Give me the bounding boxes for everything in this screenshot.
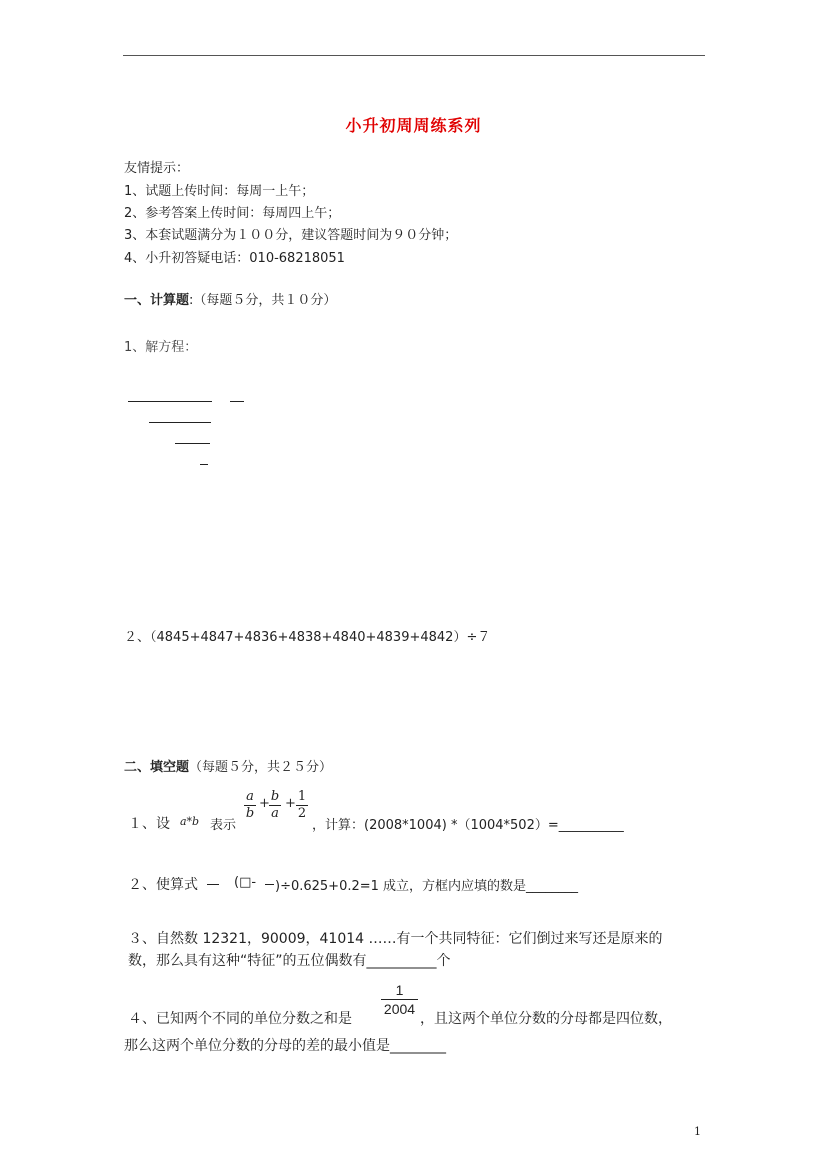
fill-q4-line-2: 那么这两个单位分数的分母的差的最小值是________ — [124, 1038, 446, 1054]
fill-q1-fraction-3-num: 1 — [297, 789, 307, 804]
tip-3: 3、本套试题满分为１００分，建议答题时间为９０分钟； — [124, 228, 458, 243]
fill-q1-fraction-3-den: 2 — [297, 806, 307, 821]
tip-2: 2、参考答案上传时间：每周四上午； — [124, 206, 341, 221]
section2-heading — [124, 756, 332, 775]
tip-1: 1、试题上传时间：每周一上午； — [124, 184, 315, 199]
page-title: 小升初周周练系列 — [345, 116, 482, 135]
fill-q4-fraction-den: 2004 — [383, 1001, 416, 1017]
fill-q1-fraction-2-den: a — [271, 806, 279, 821]
fill-q2-prefix: ２、使算式 — [128, 877, 198, 893]
fill-q3-line-1: ３、自然数 12321，90009，41014 ……有一个共同特征：它们倒过来写还是原来的 — [128, 931, 663, 947]
fill-q3-line-2: 数，那么具有这种“特征”的五位偶数有__________个 — [128, 953, 451, 969]
equation-rule-3 — [149, 422, 211, 423]
section1-heading-label: 一、计算题 — [124, 293, 190, 308]
fill-q1-fraction-1-num: a — [246, 789, 254, 804]
fill-q1-fraction-1 — [243, 789, 257, 822]
section2-heading-note: （每题５分，共２５分） — [189, 760, 333, 775]
fill-q4-fraction — [381, 981, 418, 1018]
fill-q1-plus-1: + — [259, 796, 270, 811]
fill-q1-suffix: ，计算：(2008*1004) *（1004*502）=__________ — [312, 818, 624, 833]
fill-q1-plus-2: + — [285, 796, 296, 811]
equation-rule-1 — [128, 401, 212, 402]
section1-heading-note: :（每题５分，共１０分） — [189, 293, 337, 308]
section1-question-2: ２、（4845+4847+4836+4838+4840+4839+4842）÷７ — [124, 630, 491, 645]
fill-q4-prefix: ４、已知两个不同的单位分数之和是 — [128, 1011, 352, 1027]
equation-rule-2 — [230, 401, 244, 402]
equation-rule-5 — [200, 464, 208, 465]
fill-q1-fraction-2 — [268, 789, 282, 822]
section2-heading-label: 二、填空题 — [124, 760, 190, 775]
section1-heading — [124, 289, 336, 308]
fill-q2-mid: (□- — [234, 875, 257, 890]
fill-q4-suffix: ，且这两个单位分数的分母都是四位数， — [420, 1011, 672, 1027]
fill-q2-fraction-bar-2 — [265, 884, 274, 885]
tip-4: 4、小升初答疑电话：010-68218051 — [124, 251, 345, 266]
fill-q2-suffix: )÷0.625+0.2=1 成立，方框内应填的数是________ — [275, 879, 579, 894]
page-number: 1 — [694, 1125, 701, 1138]
fill-q1-fraction-3 — [295, 789, 309, 822]
equation-rule-4 — [175, 443, 210, 444]
fill-q1-fraction-2-num: b — [270, 789, 280, 804]
section1-question-1: 1、解方程： — [124, 340, 198, 355]
fill-q4-fraction-num: 1 — [395, 982, 404, 998]
tips-heading: 友情提示： — [124, 161, 190, 176]
fill-q1-prefix: １、设 — [128, 816, 170, 832]
fill-q1-mid: 表示 — [210, 818, 237, 833]
header-rule — [123, 55, 705, 56]
fill-q1-fraction-1-den: b — [245, 806, 255, 821]
fill-q2-fraction-bar-1 — [207, 884, 219, 885]
fill-q1-expr: a*b — [180, 815, 200, 828]
